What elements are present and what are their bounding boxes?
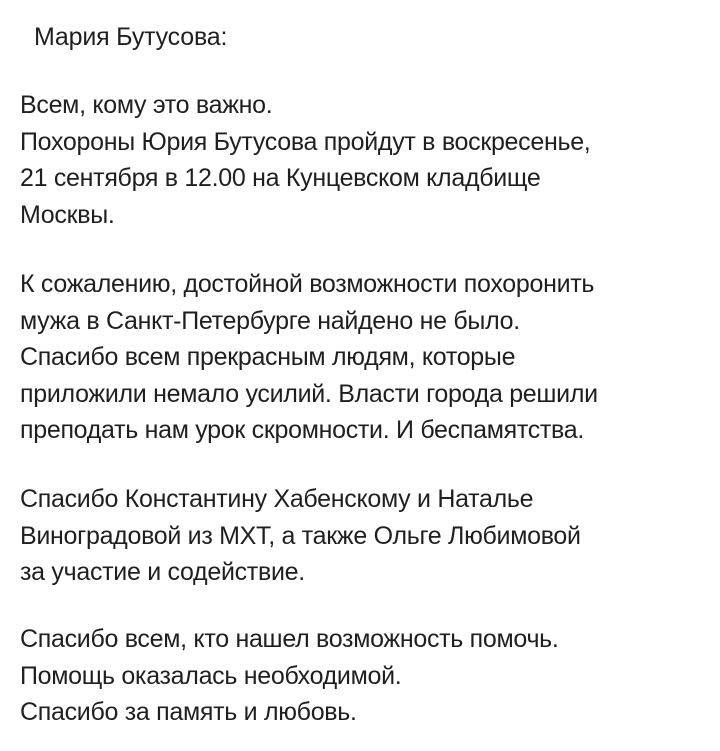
text-line: Похороны Юрия Бутусова пройдут в воскресенье, xyxy=(20,127,591,156)
text-line: Помощь оказалась необходимой. xyxy=(20,661,402,690)
paragraph-thanks-people xyxy=(20,481,581,591)
text-line: Спасибо всем, кто нашел возможность помочь. xyxy=(20,625,559,653)
paragraph-thanks-all xyxy=(20,621,559,731)
text-line: за участие и содействие. xyxy=(20,558,305,586)
text-line: приложили немало усилий. Власти города решили xyxy=(20,379,598,408)
author-name: Мария Бутусова: xyxy=(34,23,228,51)
text-line: Москвы. xyxy=(20,200,115,229)
text-line: Виноградовой из МХТ, а также Ольге Любимовой xyxy=(20,521,581,550)
paragraph-regret xyxy=(20,266,598,449)
text-line: Спасибо всем прекрасным людям, которые xyxy=(20,343,516,371)
paragraph-funeral-info xyxy=(20,87,590,233)
text-line: Спасибо за память и любовь. xyxy=(20,698,357,726)
text-line: мужа в Санкт-Петербурге найдено не было. xyxy=(20,306,520,335)
text-line: преподать нам урок скромности. И беспамятства. xyxy=(20,416,584,444)
text-line: 21 сентября в 12.00 на Кунцевском кладбище xyxy=(20,164,541,192)
text-line: Всем, кому это важно. xyxy=(20,91,273,119)
text-line: К сожалению, достойной возможности похоронить xyxy=(20,270,595,298)
text-line: Спасибо Константину Хабенскому и Наталье xyxy=(20,485,534,513)
